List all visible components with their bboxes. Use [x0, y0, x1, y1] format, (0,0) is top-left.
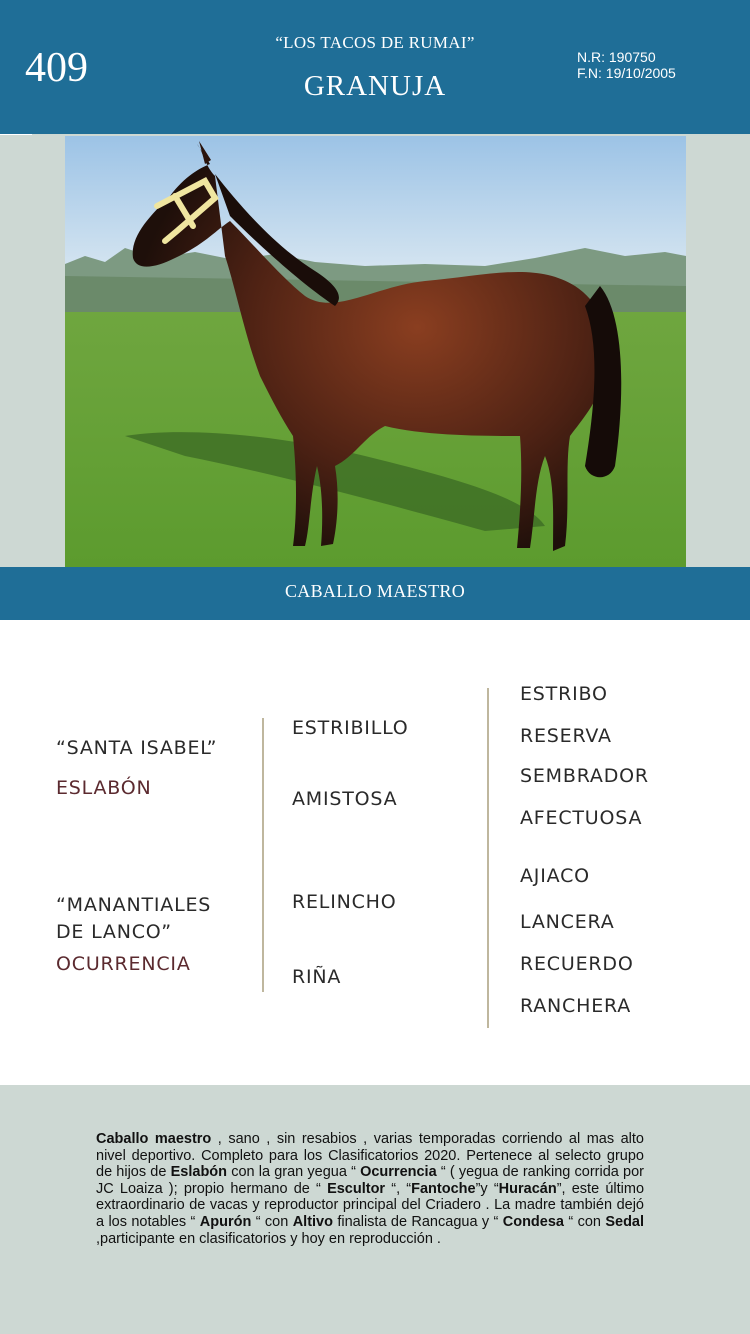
great-grandparent-4: AFECTUOSA: [520, 807, 643, 829]
horse-name: GRANUJA: [303, 70, 447, 102]
grandparent-4: RIÑA: [292, 966, 342, 988]
dam-name: OCURRENCIA: [56, 953, 191, 975]
desc-text: “, “: [385, 1180, 412, 1197]
sire-name: ESLABÓN: [56, 777, 152, 799]
pedigree-divider-1: [262, 718, 264, 992]
grandparent-1: ESTRIBILLO: [292, 717, 409, 739]
dam-breeder-line2: DE LANCO”: [56, 921, 172, 943]
category-label: CABALLO MAESTRO: [284, 581, 465, 601]
great-grandparent-6: LANCERA: [520, 911, 615, 933]
desc-text: ”y “: [475, 1180, 499, 1197]
description-text: [96, 1131, 644, 1247]
category-bar: [0, 567, 750, 620]
dam-breeder-line1: “MANANTIALES: [56, 894, 212, 916]
desc-highlight: Apurón: [199, 1213, 252, 1230]
registration-number: N.R: 190750: [577, 49, 656, 65]
desc-highlight: Huracán: [498, 1180, 557, 1197]
desc-text: , sano , sin resabios , varias temporadas corriendo al mas alto nivel deportivo. Completo para los Clasificatorios 2020. Pertenece al selecto grupo de hijos de: [96, 1131, 644, 1181]
registration-info: [577, 49, 676, 81]
desc-text: ”, este último extraordinario de vacas y reproductor principal del Criadero . La madre también dejó a los notables “: [96, 1180, 645, 1230]
desc-highlight: Fantoche: [411, 1180, 476, 1197]
desc-highlight: Condesa: [502, 1213, 564, 1230]
desc-highlight: Eslabón: [170, 1164, 228, 1181]
lot-number: 409: [25, 45, 88, 91]
pedigree-divider-2: [487, 688, 489, 1028]
desc-text: “ con: [251, 1213, 293, 1230]
desc-highlight: Ocurrencia: [360, 1164, 437, 1181]
birth-date: F.N: 19/10/2005: [577, 65, 676, 81]
great-grandparent-2: RESERVA: [520, 725, 612, 747]
desc-text: ,participante en clasificatorios y hoy en reproducción .: [96, 1230, 441, 1247]
desc-highlight: Altivo: [292, 1213, 333, 1230]
desc-text: con la gran yegua “: [227, 1164, 361, 1181]
great-grandparent-8: RANCHERA: [520, 995, 632, 1017]
sire-breeder: “SANTA ISABEL”: [56, 737, 218, 759]
great-grandparent-5: AJIACO: [520, 865, 590, 887]
desc-text: “ con: [563, 1213, 606, 1230]
desc-highlight: Caballo maestro: [96, 1131, 212, 1147]
header-bar: [0, 0, 750, 134]
desc-text: finalista de Rancagua y “: [332, 1213, 503, 1230]
grandparent-3: RELINCHO: [292, 891, 397, 913]
divider-notch: [0, 134, 32, 135]
great-grandparent-1: ESTRIBO: [520, 683, 608, 705]
horse-photo: [65, 136, 686, 567]
desc-highlight: Escultor: [327, 1180, 386, 1197]
desc-text: “ ( yegua de ranking corrida por JC Loaiza ); propio hermano de “: [96, 1164, 644, 1197]
ranch-name: “LOS TACOS DE RUMAI”: [275, 33, 475, 52]
grandparent-2: AMISTOSA: [292, 788, 398, 810]
great-grandparent-7: RECUERDO: [520, 953, 634, 975]
desc-highlight: Sedal: [605, 1213, 645, 1230]
great-grandparent-3: SEMBRADOR: [520, 765, 649, 787]
